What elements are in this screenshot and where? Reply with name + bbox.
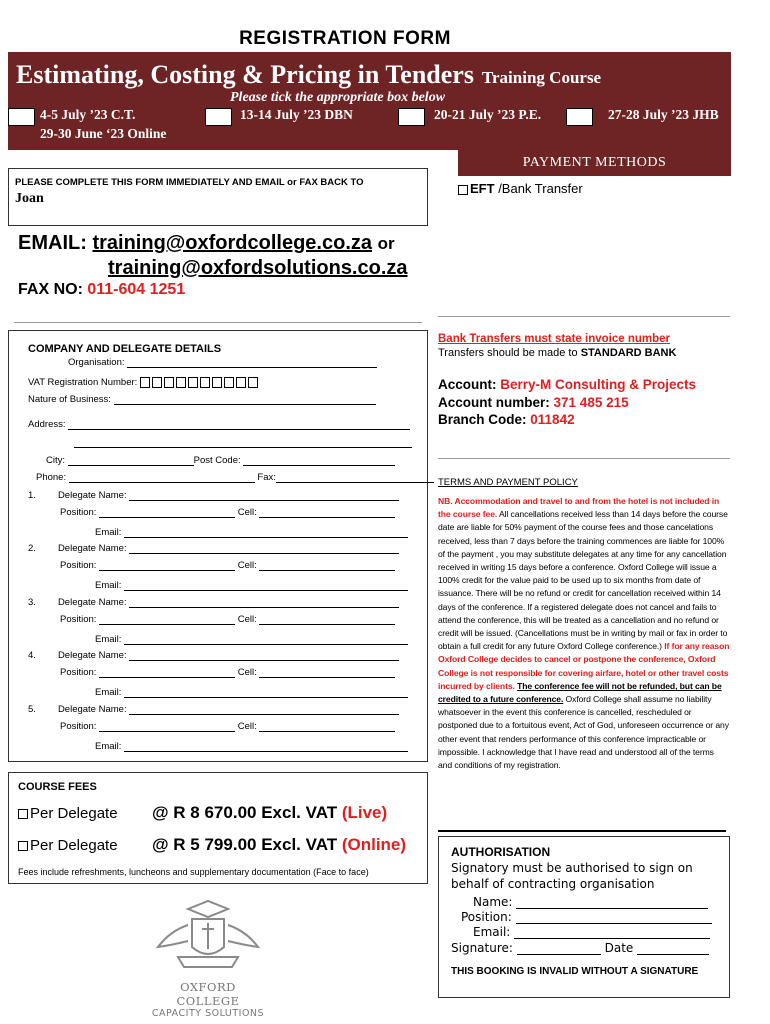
delegate-2-row: [28, 543, 399, 554]
delegate-email-field[interactable]: [124, 527, 408, 538]
auth-email-label: Email:: [473, 925, 511, 939]
delegate-position-field[interactable]: [99, 560, 235, 571]
delegate-3-row: [95, 634, 408, 645]
delegate-4-row: [60, 667, 395, 678]
delegate-email-label: Email:: [95, 527, 122, 538]
delegate-name-label: Delegate Name:: [57, 650, 127, 661]
delegate-email-field[interactable]: [124, 634, 408, 645]
delegate-number: 4.: [28, 650, 36, 661]
divider: [438, 316, 730, 317]
delegate-4-row: [28, 650, 399, 661]
transfer-bank-line: Transfers should be made to STANDARD BANK: [438, 347, 677, 359]
date-option-online: 29-30 June ‘23 Online: [40, 126, 167, 141]
contact-name: Joan: [15, 191, 44, 206]
eft-option[interactable]: EFT /Bank Transfer: [458, 181, 583, 196]
delegate-cell-label: Cell:: [237, 507, 257, 518]
delegate-email-field[interactable]: [124, 741, 408, 752]
date-option-pe: 20-21 July ’23 P.E.: [434, 107, 542, 122]
contact-box: [8, 168, 428, 226]
delegate-name-label: Delegate Name:: [57, 704, 127, 715]
divider: [14, 322, 422, 323]
date-checkbox-ct[interactable]: [8, 108, 35, 126]
delegate-position-field[interactable]: [99, 614, 235, 625]
delegate-2-row: [60, 560, 395, 571]
delegate-position-label: Position:: [60, 507, 97, 518]
terms-heading: TERMS AND PAYMENT POLICY: [438, 477, 578, 488]
eft-checkbox[interactable]: [458, 185, 468, 195]
oxford-college-logo: [148, 895, 268, 1019]
branch-code: Branch Code: 011842: [438, 412, 575, 427]
crest-icon: [148, 895, 268, 975]
delegate-cell-label: Cell:: [237, 721, 257, 732]
delegate-position-label: Position:: [60, 614, 97, 625]
delegate-cell-label: Cell:: [237, 560, 257, 571]
delegate-5-row: [95, 741, 408, 752]
fee-online-checkbox[interactable]: [18, 841, 28, 851]
fee-online-price: @ R 5 799.00 Excl. VAT (Online): [152, 835, 407, 854]
delegate-position-label: Position:: [60, 667, 97, 678]
delegate-name-field[interactable]: [129, 650, 399, 661]
form-title: REGISTRATION FORM: [239, 28, 451, 49]
auth-date-label: Date: [604, 941, 634, 955]
email-line-1: EMAIL: training@oxfordcollege.co.za or: [18, 232, 395, 254]
city-field[interactable]: [68, 455, 194, 466]
fax-field[interactable]: [276, 472, 434, 483]
logo-line-1: OXFORD COLLEGE: [176, 980, 240, 1008]
delegate-position-label: Position:: [60, 721, 97, 732]
organisation-label: Organisation:: [68, 357, 125, 368]
delegate-name-label: Delegate Name:: [57, 490, 127, 501]
date-checkbox-jhb[interactable]: [566, 108, 593, 126]
business-label: Nature of Business:: [28, 394, 111, 405]
delegate-cell-field[interactable]: [259, 667, 395, 678]
delegate-4-row: [95, 687, 408, 698]
contact-instruction: PLEASE COMPLETE THIS FORM IMMEDIATELY AND EMAIL or FAX BACK TO: [15, 177, 364, 188]
delegate-name-field[interactable]: [129, 490, 399, 501]
delegate-email-label: Email:: [95, 687, 122, 698]
payment-methods-heading: PAYMENT METHODS: [458, 150, 731, 176]
account-name: Account: Berry-M Consulting & Projects: [438, 377, 697, 392]
fees-note: Fees include refreshments, luncheons and supplementary documentation (Face to face): [18, 867, 369, 877]
terms-text: NB. Accommodation and travel to and from the hotel is not included in the course fee. All cancellations received less than 14 days before the course date are liable for 50% payment of the course fees and those cancelations received, less than 7 days before the training commences are liable for 100% of the payment , you may substitute delegates at any time for any cancellation received in writing 15 days before a conference. Oxford College will issue a 100% credit for the value paid to be used up to six months from date of issuance. There will be no refund or credit for cancellation received within 14 days of the conference. If a registered delegate does not cancel and fails to attend the conference, this will be treated as a cancellation and no refund or credit will be issued. (Cancellations must be in writing by mail or fax in order to obtain a full credit for any future Oxford College conference.) If for any reason Oxford College decides to cancel or postpone the conference, Oxford College is not responsible for covering airfare, hotel or other travel costs incurred by clients. The conference fee will not be refunded, but can be credited to a future conference. Oxford College shall assume no liability whatsoever in the event this conference is cancelled, rescheduled or postponed due to a fortuitous event, Act of God, unforeseen occurrence or any other event that renders performance of this conference impracticable or impossible. I acknowledge that I have read and understood all of the terms and conditions of my registration.: [438, 496, 730, 771]
delegate-position-field[interactable]: [99, 721, 235, 732]
account-number: Account number: 371 485 215: [438, 395, 629, 410]
delegate-cell-field[interactable]: [259, 721, 395, 732]
delegate-1-row: [95, 527, 408, 538]
date-option-ct: 4-5 July ’23 C.T.: [40, 107, 136, 122]
delegate-1-row: [60, 507, 395, 518]
phone-field[interactable]: [69, 472, 255, 483]
delegate-5-row: [60, 721, 395, 732]
delegate-name-field[interactable]: [129, 543, 399, 554]
delegate-email-label: Email:: [95, 634, 122, 645]
authorisation-box: [438, 836, 730, 998]
auth-signature-field[interactable]: [517, 944, 601, 955]
delegate-name-field[interactable]: [129, 597, 399, 608]
delegate-2-row: [95, 580, 408, 591]
delegate-number: 2.: [28, 543, 36, 554]
delegate-email-label: Email:: [95, 580, 122, 591]
course-title: Estimating, Costing & Pricing in Tenders Training Course: [16, 60, 602, 89]
post-code-label: Post Code:: [193, 455, 241, 466]
tick-prompt: Please tick the appropriate box below: [230, 90, 446, 105]
delegate-email-field[interactable]: [124, 580, 408, 591]
city-label: City:: [46, 455, 65, 466]
business-field[interactable]: [114, 394, 376, 405]
delegate-cell-field[interactable]: [259, 560, 395, 571]
address-field[interactable]: [68, 419, 410, 430]
fax-label: Fax:: [257, 472, 276, 483]
vat-boxes[interactable]: [140, 377, 260, 388]
delegate-cell-label: Cell:: [237, 614, 257, 625]
auth-position-field[interactable]: [516, 913, 712, 924]
delegate-position-field[interactable]: [99, 667, 235, 678]
divider: [438, 458, 730, 459]
company-heading: COMPANY AND DELEGATE DETAILS: [28, 343, 222, 355]
phone-label: Phone:: [36, 472, 67, 483]
address-label: Address:: [28, 419, 66, 430]
delegate-email-label: Email:: [95, 741, 122, 752]
auth-email-field[interactable]: [514, 928, 710, 939]
fee-option-live[interactable]: Per Delegate: [18, 805, 118, 822]
invalid-without-signature: THIS BOOKING IS INVALID WITHOUT A SIGNATURE: [451, 966, 699, 977]
vat-label: VAT Registration Number:: [28, 377, 138, 389]
delegate-name-label: Delegate Name:: [57, 543, 127, 554]
email-link-1[interactable]: training@oxfordcollege.co.za: [92, 232, 372, 254]
course-fees-heading: COURSE FEES: [18, 781, 97, 793]
fee-live-checkbox[interactable]: [18, 809, 28, 819]
delegate-cell-field[interactable]: [259, 614, 395, 625]
email-link-2[interactable]: training@oxfordsolutions.co.za: [108, 257, 408, 279]
delegate-position-field[interactable]: [99, 507, 235, 518]
course-banner: [8, 52, 731, 150]
delegate-name-field[interactable]: [129, 704, 399, 715]
date-checkbox-dbn[interactable]: [205, 108, 232, 126]
authorisation-heading: AUTHORISATION: [451, 845, 551, 859]
delegate-number: 1.: [28, 490, 36, 501]
delegate-name-label: Delegate Name:: [57, 597, 127, 608]
delegate-cell-label: Cell:: [237, 667, 257, 678]
delegate-3-row: [60, 614, 395, 625]
delegate-number: 3.: [28, 597, 36, 608]
auth-date-field[interactable]: [637, 944, 709, 955]
logo-line-2: CAPACITY SOLUTIONS: [151, 1008, 265, 1019]
delegate-number: 5.: [28, 704, 36, 715]
auth-name-label: Name:: [473, 895, 513, 909]
fee-live-price: @ R 8 670.00 Excl. VAT (Live): [152, 803, 388, 822]
address-field-2[interactable]: [74, 437, 412, 448]
date-option-jhb: 27-28 July ’23 JHB: [608, 107, 719, 122]
date-option-dbn: 13-14 July ’23 DBN: [240, 107, 353, 122]
delegate-5-row: [28, 704, 399, 715]
date-checkbox-pe[interactable]: [398, 108, 425, 126]
delegate-cell-field[interactable]: [259, 507, 395, 518]
divider: [438, 830, 726, 832]
fee-option-online[interactable]: Per Delegate: [18, 837, 118, 854]
auth-position-label: Position:: [461, 910, 512, 924]
organisation-field[interactable]: [127, 357, 377, 368]
auth-signature-label: Signature:: [451, 941, 513, 955]
delegate-position-label: Position:: [60, 560, 97, 571]
authorisation-text: Signatory must be authorised to sign on behalf of contracting organisation: [451, 861, 693, 891]
delegate-1-row: [28, 490, 399, 501]
post-code-field[interactable]: [243, 455, 395, 466]
auth-name-field[interactable]: [516, 898, 708, 909]
bank-transfer-notice: Bank Transfers must state invoice number: [438, 333, 670, 345]
delegate-3-row: [28, 597, 399, 608]
delegate-email-field[interactable]: [124, 687, 408, 698]
fax-line: FAX NO: 011-604 1251: [18, 281, 186, 298]
